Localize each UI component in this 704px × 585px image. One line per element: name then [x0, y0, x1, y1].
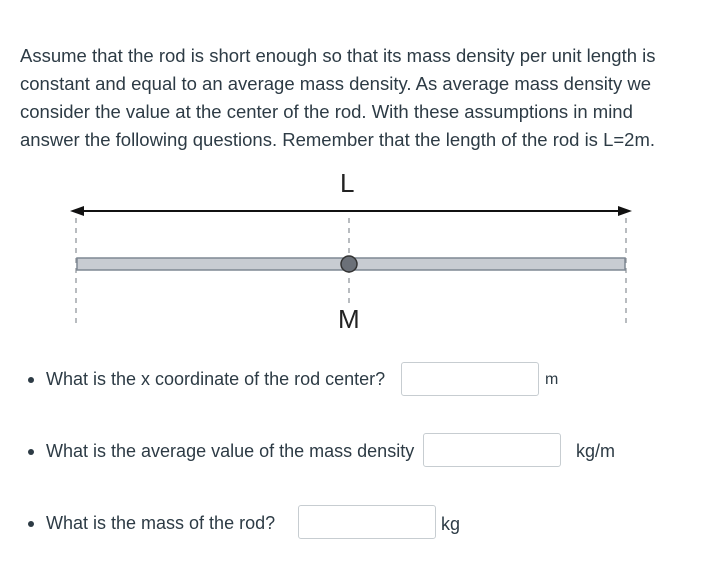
bullet-icon: [28, 377, 34, 383]
question-1: [28, 369, 385, 390]
question-3-text: What is the mass of the rod?: [46, 513, 276, 533]
unit-kg-per-m: kg/m: [576, 441, 616, 461]
rod-diagram: [0, 160, 704, 350]
length-arrow-right-head: [618, 206, 632, 216]
question-2: [28, 441, 414, 462]
mass-label: M: [338, 304, 360, 334]
question-1-text: What is the x coordinate of the rod center?: [46, 369, 386, 389]
question-2-text: What is the average value of the mass density: [46, 441, 415, 461]
length-arrow-left-head: [70, 206, 84, 216]
rod-mass-input[interactable]: [298, 505, 436, 539]
length-label: L: [340, 168, 355, 198]
mass-density-input[interactable]: [423, 433, 561, 467]
unit-m: m: [545, 371, 559, 388]
problem-description: Assume that the rod is short enough so that its mass density per unit length is constant and equal to an average mass density. As average mass density we consider the value at the center of the rod. With these assumptions in mind answer the following questions. Remember that the length of the rod is L=2m.: [20, 45, 656, 150]
rod-center-x-input[interactable]: [401, 362, 539, 396]
bullet-icon: [28, 449, 34, 455]
bullet-icon: [28, 521, 34, 527]
center-mass-dot: [341, 256, 357, 272]
unit-kg: kg: [441, 514, 461, 534]
question-3: [28, 513, 275, 534]
